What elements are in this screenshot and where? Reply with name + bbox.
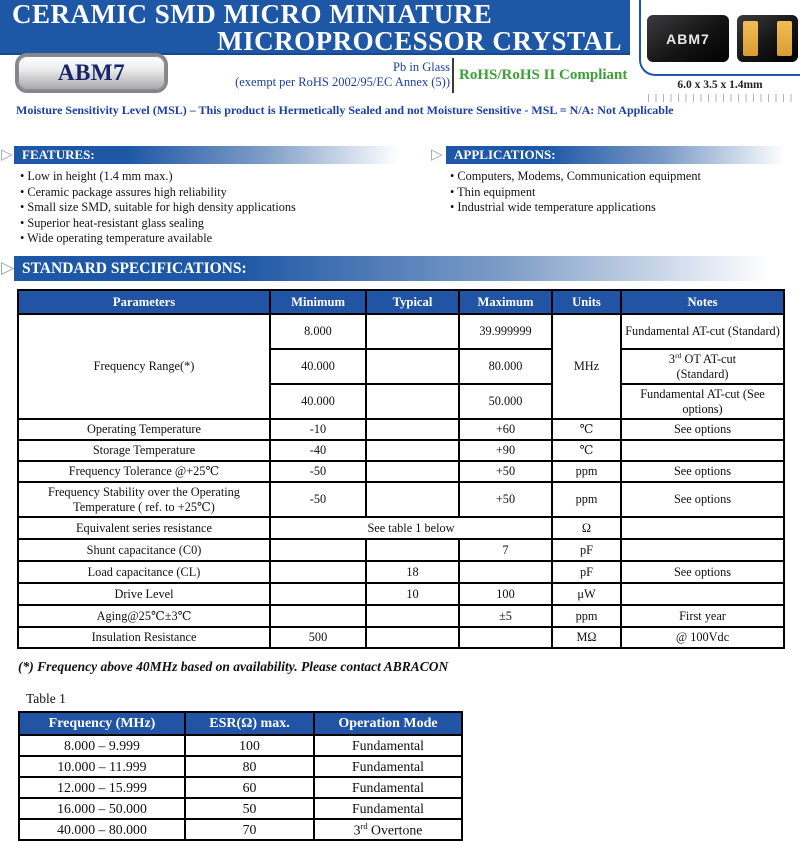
cell-max: 80.000 xyxy=(459,349,552,384)
header-band xyxy=(0,0,630,55)
cell-max xyxy=(459,627,552,648)
cell-units: pF xyxy=(552,561,621,583)
cell-note xyxy=(621,440,784,461)
cell-note: Fundamental AT-cut (See options) xyxy=(621,384,784,419)
esr-table xyxy=(18,711,463,841)
cell-min: 500 xyxy=(270,627,366,648)
cell-min xyxy=(270,539,366,561)
cell-units: ppm xyxy=(552,461,621,482)
cell-note: See options xyxy=(621,419,784,440)
cell-mode: Fundamental xyxy=(314,756,462,777)
table-row xyxy=(18,627,784,648)
cell-freq: 12.000 – 15.999 xyxy=(19,777,185,798)
table-row xyxy=(18,314,784,349)
solder-pad-right xyxy=(777,21,792,56)
spec-header-row xyxy=(18,290,784,314)
col-header-frequency: Frequency (MHz) xyxy=(19,712,185,735)
list-item: • Small size SMD, suitable for high density applications xyxy=(20,200,430,216)
list-item: • Thin equipment xyxy=(450,185,800,201)
table-row xyxy=(19,777,462,798)
cell-units: MHz xyxy=(552,314,621,419)
cell-min: 40.000 xyxy=(270,349,366,384)
cell-typ xyxy=(366,440,459,461)
cell-typ xyxy=(366,482,459,517)
note-line1: 3rd OT AT-cut xyxy=(668,351,737,367)
col-header-operation-mode: Operation Mode xyxy=(314,712,462,735)
cell-units: Ω xyxy=(552,517,621,539)
cell-param: Equivalent series resistance xyxy=(18,517,270,539)
cell-units: ppm xyxy=(552,482,621,517)
table-row xyxy=(19,756,462,777)
cell-esr: 100 xyxy=(185,735,314,756)
cell-units: ℃ xyxy=(552,419,621,440)
col-header-units: Units xyxy=(552,290,621,314)
cell-typ xyxy=(366,314,459,349)
specifications-section-header: STANDARD SPECIFICATIONS: xyxy=(14,256,800,281)
table1-caption: Table 1 xyxy=(26,691,66,706)
features-list xyxy=(20,169,430,247)
table1-header-row xyxy=(19,712,462,735)
table-row xyxy=(19,798,462,819)
cell-units: pF xyxy=(552,539,621,561)
cell-note: See options xyxy=(621,482,784,517)
cell-max: 39.999999 xyxy=(459,314,552,349)
features-section-header: FEATURES: xyxy=(14,146,415,164)
table-row xyxy=(18,440,784,461)
cell-freq: 10.000 – 11.999 xyxy=(19,756,185,777)
cell-note xyxy=(621,517,784,539)
model-name: ABM7 xyxy=(57,60,126,85)
cell-typ: 10 xyxy=(366,583,459,605)
cell-note xyxy=(621,539,784,561)
table-row xyxy=(19,819,462,840)
cell-min: -10 xyxy=(270,419,366,440)
cell-max: +50 xyxy=(459,461,552,482)
cell-merged-value: See table 1 below xyxy=(270,517,552,539)
cell-min xyxy=(270,583,366,605)
cell-esr: 50 xyxy=(185,798,314,819)
cell-max: ±5 xyxy=(459,605,552,627)
cell-note xyxy=(621,583,784,605)
availability-footnote: (*) Frequency above 40MHz based on availability. Please contact ABRACON xyxy=(18,659,449,674)
cell-mode: Fundamental xyxy=(314,735,462,756)
param-frequency-range: Frequency Range(*) xyxy=(18,314,270,419)
cell-param: Frequency Stability over the Operating Temperature ( ref. to +25℃) xyxy=(18,482,270,517)
cell-mode: Fundamental xyxy=(314,777,462,798)
table-row xyxy=(18,539,784,561)
model-badge xyxy=(18,56,165,90)
ruler-ticks-icon xyxy=(648,94,798,102)
list-item: • Wide operating temperature available xyxy=(20,231,430,247)
table-row xyxy=(18,419,784,440)
cell-min: -40 xyxy=(270,440,366,461)
page-title-line1: CERAMIC SMD MICRO MINIATURE xyxy=(12,0,493,29)
cell-min: 40.000 xyxy=(270,384,366,419)
cell-max: 100 xyxy=(459,583,552,605)
package-dimensions: 6.0 x 3.5 x 1.4mm xyxy=(677,79,763,91)
cell-note: See options xyxy=(621,561,784,583)
cell-param: Aging@25℃±3℃ xyxy=(18,605,270,627)
rohs-compliance-label: RoHS/RoHS II Compliant xyxy=(459,67,628,83)
package-marking: ABM7 xyxy=(666,30,710,47)
cell-typ xyxy=(366,605,459,627)
list-item: • Superior heat-resistant glass sealing xyxy=(20,216,430,232)
cell-max: +60 xyxy=(459,419,552,440)
table-row xyxy=(18,461,784,482)
crystal-package-bottom-image xyxy=(737,15,798,62)
page-title-line2: MICROPROCESSOR CRYSTAL xyxy=(217,26,622,56)
list-item: • Low in height (1.4 mm max.) xyxy=(20,169,430,185)
cell-note: Fundamental AT-cut (Standard) xyxy=(621,314,784,349)
cell-max: +90 xyxy=(459,440,552,461)
cell-mode: Fundamental xyxy=(314,798,462,819)
vertical-divider xyxy=(452,58,454,93)
section-arrow-icon: ▷ xyxy=(1,258,15,277)
cell-typ xyxy=(366,349,459,384)
cell-esr: 80 xyxy=(185,756,314,777)
cell-mode: 3rd Overtone xyxy=(314,819,462,840)
pb-glass-note xyxy=(180,60,450,90)
cell-typ xyxy=(366,539,459,561)
cell-units: ppm xyxy=(552,605,621,627)
cell-note: See options xyxy=(621,461,784,482)
cell-min: 8.000 xyxy=(270,314,366,349)
cell-param: Drive Level xyxy=(18,583,270,605)
cell-esr: 70 xyxy=(185,819,314,840)
pb-line2: (exempt per RoHS 2002/95/EC Annex (5)) xyxy=(235,75,450,89)
crystal-package-top-image xyxy=(647,15,729,62)
cell-min xyxy=(270,561,366,583)
cell-freq: 40.000 – 80.000 xyxy=(19,819,185,840)
list-item: • Industrial wide temperature applications xyxy=(450,200,800,216)
cell-typ xyxy=(366,384,459,419)
cell-param: Storage Temperature xyxy=(18,440,270,461)
cell-param: Frequency Tolerance @+25℃ xyxy=(18,461,270,482)
applications-list xyxy=(450,169,800,216)
applications-section-header: APPLICATIONS: xyxy=(446,146,800,164)
cell-note: First year xyxy=(621,605,784,627)
standard-specifications-table xyxy=(17,289,785,649)
cell-param: Insulation Resistance xyxy=(18,627,270,648)
note-line2: (Standard) xyxy=(676,367,729,382)
cell-param: Load capacitance (CL) xyxy=(18,561,270,583)
col-header-esr: ESR(Ω) max. xyxy=(185,712,314,735)
cell-typ xyxy=(366,627,459,648)
col-header-parameters: Parameters xyxy=(18,290,270,314)
cell-param: Operating Temperature xyxy=(18,419,270,440)
cell-max: 50.000 xyxy=(459,384,552,419)
cell-note xyxy=(621,349,784,384)
cell-min: -50 xyxy=(270,461,366,482)
pb-line1: Pb in Glass xyxy=(393,60,450,74)
cell-max: +50 xyxy=(459,482,552,517)
col-header-minimum: Minimum xyxy=(270,290,366,314)
list-item: • Computers, Modems, Communication equipment xyxy=(450,169,800,185)
cell-esr: 60 xyxy=(185,777,314,798)
list-item: • Ceramic package assures high reliability xyxy=(20,185,430,201)
cell-note: @ 100Vdc xyxy=(621,627,784,648)
cell-min: -50 xyxy=(270,482,366,517)
col-header-maximum: Maximum xyxy=(459,290,552,314)
table-row xyxy=(18,517,784,539)
col-header-notes: Notes xyxy=(621,290,784,314)
col-header-typical: Typical xyxy=(366,290,459,314)
cell-units: μW xyxy=(552,583,621,605)
cell-min xyxy=(270,605,366,627)
msl-note: Moisture Sensitivity Level (MSL) – This product is Hermetically Sealed and not Moisture Sensitive - MSL = N/A: Not Applicable xyxy=(16,103,674,117)
section-arrow-icon: ▷ xyxy=(431,147,443,163)
cell-freq: 8.000 – 9.999 xyxy=(19,735,185,756)
cell-max: 7 xyxy=(459,539,552,561)
cell-typ xyxy=(366,419,459,440)
solder-pad-left xyxy=(743,21,758,56)
cell-freq: 16.000 – 50.000 xyxy=(19,798,185,819)
cell-units: ℃ xyxy=(552,440,621,461)
table-row xyxy=(18,605,784,627)
table-row xyxy=(18,482,784,517)
cell-typ xyxy=(366,461,459,482)
section-arrow-icon: ▷ xyxy=(1,147,13,163)
cell-param: Shunt capacitance (C0) xyxy=(18,539,270,561)
cell-units: MΩ xyxy=(552,627,621,648)
table-row xyxy=(19,735,462,756)
table-row xyxy=(18,561,784,583)
cell-typ: 18 xyxy=(366,561,459,583)
cell-max xyxy=(459,561,552,583)
table-row xyxy=(18,583,784,605)
